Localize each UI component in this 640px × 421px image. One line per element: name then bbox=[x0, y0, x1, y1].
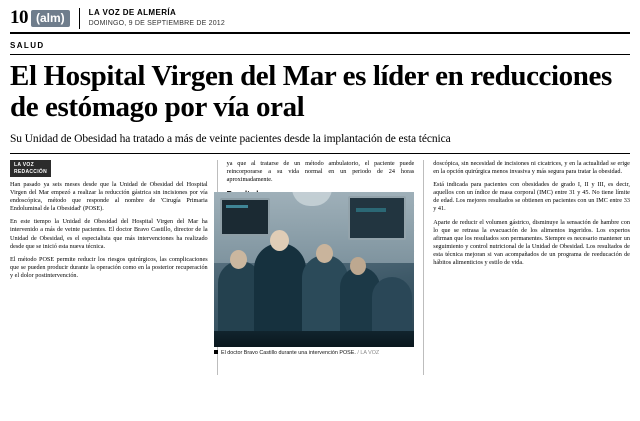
paragraph: En este tiempo la Unidad de Obesidad del Hospital Virgen del Mar ha intervenido a más de veinte pacientes. El doctor Bravo Castillo, director de la Unidad de Obesidad, es el especialista que más intervenciones ha realizado desde que se inició esta nueva técnica. bbox=[10, 218, 208, 250]
operating-table bbox=[214, 331, 414, 347]
photo-figure-head bbox=[230, 250, 247, 269]
paragraph: doscópica, sin necesidad de incisiones ni cicatrices, y en la actualidad se erige en la opción quirúrgica menos invasiva y más segura para tratar la obesidad. bbox=[433, 160, 630, 176]
paper-name: LA VOZ DE ALMERÍA bbox=[88, 8, 177, 17]
headline: El Hospital Virgen del Mar es líder en reducciones de estómago por vía oral bbox=[10, 60, 612, 123]
masthead-info bbox=[79, 8, 225, 29]
masthead bbox=[10, 8, 630, 34]
kicker-rule bbox=[10, 54, 630, 55]
section-chip: (alm) bbox=[31, 10, 70, 27]
paper-date: DOMINGO, 9 DE SEPTIEMBRE DE 2012 bbox=[88, 20, 225, 27]
paragraph: ya que al tratarse de un método ambulatorio, el paciente puede reincorporarse a su vida normal en un periodo de 24 horas aproximadamente. bbox=[226, 160, 415, 184]
monitor-icon bbox=[348, 196, 406, 240]
photo-credit: / LA VOZ bbox=[357, 350, 380, 356]
byline-author: REDACCIÓN bbox=[14, 168, 47, 175]
byline-source: LA VOZ bbox=[14, 162, 34, 168]
photo-caption bbox=[214, 350, 414, 357]
operating-room-photo bbox=[214, 192, 414, 347]
paragraph: Han pasado ya seis meses desde que la Unidad de Obesidad del Hospital Virgen del Mar empezó a realizar la reducción gástrica sin incisiones por vía endoscópica, método que responde al nombre de 'Cirugía Primaria Endoluminal de la Obesidad' (POSE). bbox=[10, 181, 208, 213]
caption-text: El doctor Bravo Castillo durante una intervención POSE. bbox=[221, 350, 356, 356]
monitor-icon bbox=[220, 198, 270, 236]
photo-figure-head bbox=[316, 244, 333, 263]
column-3 bbox=[423, 160, 630, 375]
subheadline: Su Unidad de Obesidad ha tratado a más de veinte pacientes desde la implantación de esta técnica bbox=[10, 133, 451, 145]
photo-figure-head bbox=[350, 257, 366, 275]
paragraph: Aparte de reducir el volumen gástrico, disminuye la sensación de hambre con lo que se retrasa la evacuación de los alimentos ingeridos. Los expertos afirman que los resultados son permanentes. Siempre es necesario mantener un seguimiento y control nutricional de la Unidad de Obesidad. Los resultados de esta técnica mejoran si van acompañados de un programa de reeducación de hábitos alimenticios y estilo de vida. bbox=[433, 218, 630, 267]
paragraph: El método POSE permite reducir los riesgos quirúrgicos, las complicaciones que se pueden producir durante la operación como en la posterior recuperación y el dolor postintervención. bbox=[10, 255, 208, 279]
photo-figure-head bbox=[270, 230, 289, 251]
article-photo-block bbox=[214, 192, 414, 359]
page-folio: 10 bbox=[10, 7, 28, 28]
caption-bullet-icon bbox=[214, 350, 218, 354]
subheadline-rule bbox=[10, 153, 630, 154]
byline bbox=[10, 160, 51, 177]
section-kicker: SALUD bbox=[10, 41, 45, 50]
paragraph: Está indicada para pacientes con obesidades de grado I, II y III, es decir, aquellos con un índice de masa corporal (IMC) entre 31 y 45. No tiene límite de edad. Los mejores resultados se obtienen en pacientes con un IMC entre 33 y 41. bbox=[433, 181, 630, 213]
column-1 bbox=[10, 160, 217, 375]
